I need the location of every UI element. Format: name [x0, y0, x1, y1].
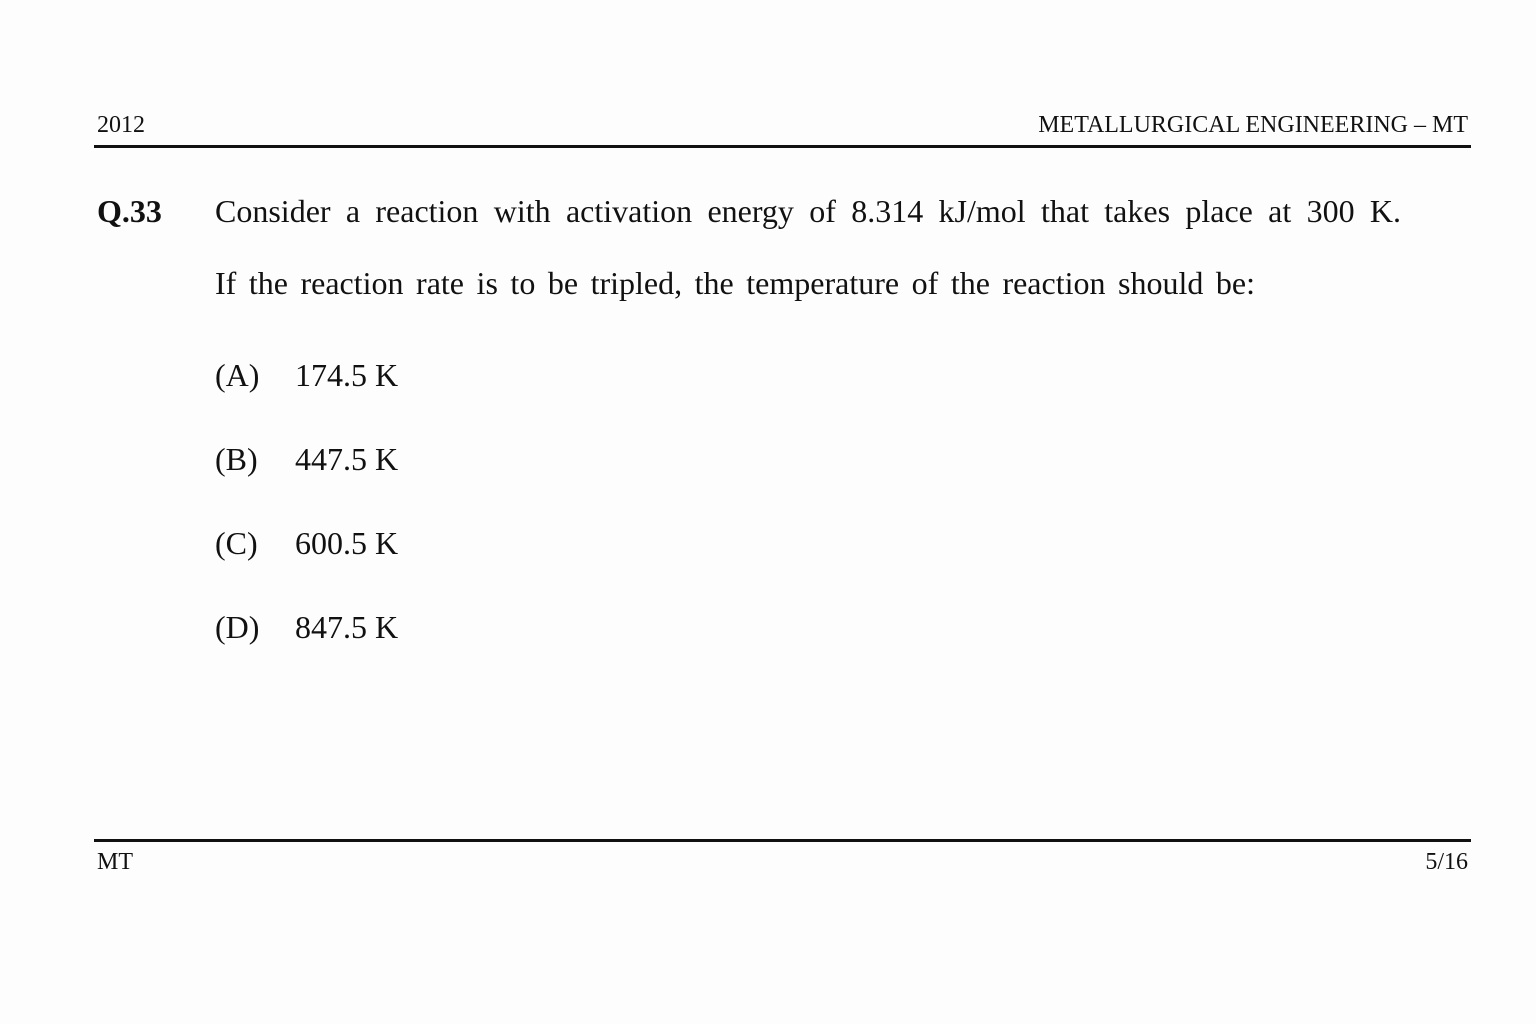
option-label: (D) — [215, 609, 260, 645]
option-value: 174.5 K — [295, 357, 399, 393]
option-label: (B) — [215, 441, 258, 477]
question-number: Q.33 — [97, 193, 162, 229]
option-label: (C) — [215, 525, 258, 561]
header-divider — [94, 145, 1471, 148]
header-subject: METALLURGICAL ENGINEERING – MT — [1038, 112, 1468, 138]
option-b — [215, 440, 398, 478]
option-d — [215, 608, 398, 646]
header-year: 2012 — [97, 112, 145, 138]
footer-code: MT — [97, 849, 133, 875]
page-number: 5/16 — [1425, 849, 1468, 875]
question-text-line-1: Consider a reaction with activation energy of 8.314 kJ/mol that takes place at 300 K. — [215, 193, 1401, 229]
question-text-line-2: If the reaction rate is to be tripled, the temperature of the reaction should be: — [215, 265, 1255, 301]
option-value: 847.5 K — [295, 609, 399, 645]
footer-divider — [94, 839, 1471, 842]
option-value: 600.5 K — [295, 525, 399, 561]
option-label: (A) — [215, 357, 260, 393]
option-c — [215, 524, 398, 562]
option-value: 447.5 K — [295, 441, 399, 477]
option-a — [215, 356, 398, 394]
